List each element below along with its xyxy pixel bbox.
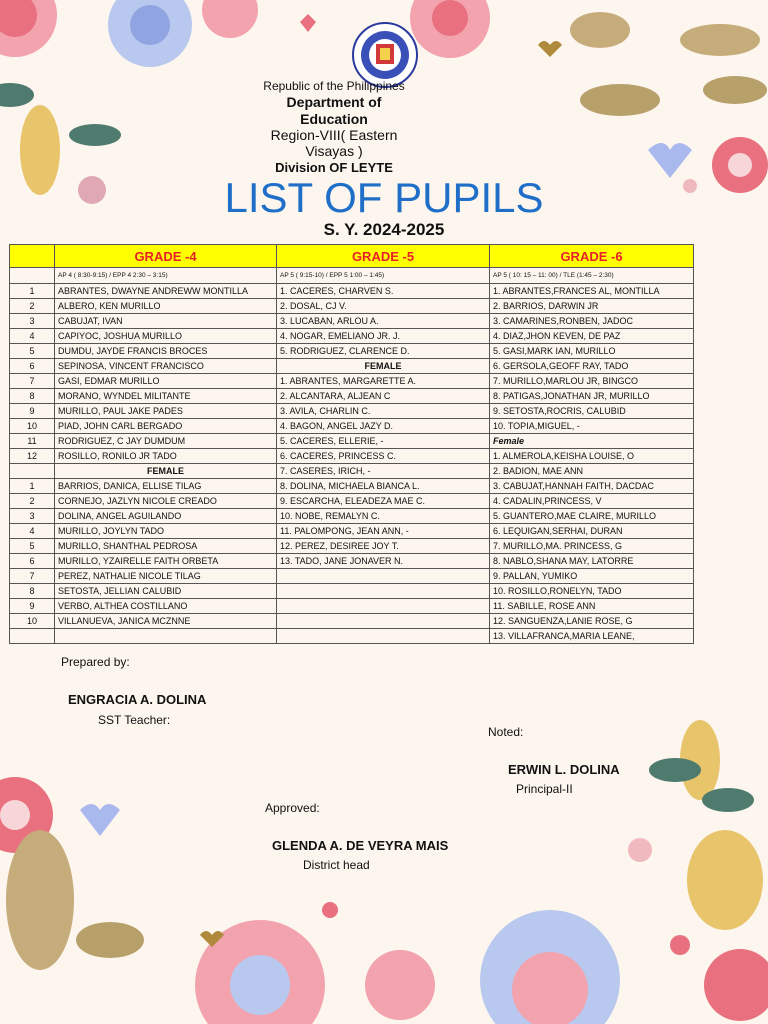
page-title: LIST OF PUPILS [224,174,544,221]
republic-label: Republic of the Philippines [263,79,405,93]
grade-4-cell: ABRANTES, DWAYNE ANDREWW MONTILLA [55,284,277,299]
grade-4-cell: BARRIOS, DANICA, ELLISE TILAG [55,479,277,494]
grade-4-cell: SEPINOSA, VINCENT FRANCISCO [55,359,277,374]
grade-4-cell: RODRIGUEZ, C JAY DUMDUM [55,434,277,449]
schedule-row [10,268,694,284]
table-row [10,614,694,629]
row-number: 5 [10,344,55,359]
grade-4-cell: VILLANUEVA, JANICA MCZNNE [55,614,277,629]
grade-4-cell: VERBO, ALTHEA COSTILLANO [55,599,277,614]
grade-5-cell: 6. CACERES, PRINCESS C. [277,449,490,464]
table-row [10,494,694,509]
grade-5-cell [277,599,490,614]
grade-4-cell: MURILLO, JOYLYN TADO [55,524,277,539]
row-number: 10 [10,419,55,434]
grade-5-cell: 5. CACERES, ELLERIE, - [277,434,490,449]
row-number: 4 [10,524,55,539]
table-row [10,524,694,539]
table-row [10,329,694,344]
row-number: 9 [10,404,55,419]
grade-5-cell: 4. NOGAR, EMELIANO JR. J. [277,329,490,344]
approved-title: District head [303,858,370,872]
grade-4-header: GRADE -4 [55,245,277,268]
grade-5-cell: 2. DOSAL, CJ V. [277,299,490,314]
row-number: 9 [10,599,55,614]
row-number: 2 [10,299,55,314]
grade-5-cell: 11. PALOMPONG, JEAN ANN, - [277,524,490,539]
table-row [10,374,694,389]
table-row [10,554,694,569]
row-number: 1 [10,284,55,299]
table-row [10,404,694,419]
grade-6-cell: 8. NABLO,SHANA MAY, LATORRE [490,554,694,569]
grade-4-cell: FEMALE [55,464,277,479]
grade-6-schedule: AP 5 ( 10: 15 – 11: 00) / TLE (1:45 – 2:30) [490,268,694,284]
approved-name: GLENDA A. DE VEYRA MAIS [272,838,449,853]
grade-6-header: GRADE -6 [490,245,694,268]
noted-label: Noted: [488,725,524,739]
grade-5-cell: FEMALE [277,359,490,374]
approved-label: Approved: [265,801,320,815]
grade-5-cell: 2. ALCANTARA, ALJEAN C [277,389,490,404]
pupil-list-table [9,244,694,644]
grade-5-cell: 1. CACERES, CHARVEN S. [277,284,490,299]
grade-5-cell [277,569,490,584]
grade-6-cell: 10. TOPIA,MIGUEL, - [490,419,694,434]
grade-6-cell: 10. ROSILLO,RONELYN, TADO [490,584,694,599]
row-number: 2 [10,494,55,509]
grade-5-cell: 10. NOBE, REMALYN C. [277,509,490,524]
table-row [10,629,694,644]
noted-name: ERWIN L. DOLINA [508,762,620,777]
table-row [10,284,694,299]
row-number: 7 [10,569,55,584]
grade-4-cell: DUMDU, JAYDE FRANCIS BROCES [55,344,277,359]
row-number: 3 [10,314,55,329]
grade-header-row [10,245,694,268]
region-label: Region-VIII( Eastern Visayas ) [270,127,398,159]
grade-4-cell: PIAD, JOHN CARL BERGADO [55,419,277,434]
row-number: 6 [10,359,55,374]
row-number: 5 [10,539,55,554]
grade-6-cell: 9. SETOSTA,ROCRIS, CALUBID [490,404,694,419]
row-number: 8 [10,389,55,404]
row-number: 12 [10,449,55,464]
grade-4-cell: DOLINA, ANGEL AGUILANDO [55,509,277,524]
table-row [10,599,694,614]
school-year: S. Y. 2024-2025 [323,220,445,239]
grade-4-schedule: AP 4 ( 8:30-9:15) / EPP 4 2:30 – 3:15) [55,268,277,284]
grade-4-cell: GASI, EDMAR MURILLO [55,374,277,389]
row-number [10,464,55,479]
grade-5-cell: 12. PEREZ, DESIREE JOY T. [277,539,490,554]
table-row [10,299,694,314]
schedule-blank [10,268,55,284]
grade-6-cell: 4. DIAZ,JHON KEVEN, DE PAZ [490,329,694,344]
table-row [10,479,694,494]
grade-6-cell: 7. MURILLO,MA. PRINCESS, G [490,539,694,554]
grade-4-cell: MURILLO, PAUL JAKE PADES [55,404,277,419]
grade-4-cell: PEREZ, NATHALIE NICOLE TILAG [55,569,277,584]
prepared-title: SST Teacher: [98,713,171,727]
row-number: 11 [10,434,55,449]
table-row [10,389,694,404]
table-row [10,584,694,599]
noted-title: Principal-II [516,782,573,796]
grade-6-cell: 13. VILLAFRANCA,MARIA LEANE, [490,629,694,644]
grade-6-cell: 11. SABILLE, ROSE ANN [490,599,694,614]
table-row [10,359,694,374]
grade-6-cell: 12. SANGUENZA,LANIE ROSE, G [490,614,694,629]
grade-6-cell: 4. CADALIN,PRINCESS, V [490,494,694,509]
grade-6-cell: 3. CABUJAT,HANNAH FAITH, DACDAC [490,479,694,494]
division-label: Division OF LEYTE [275,160,393,175]
grade-4-cell: MORANO, WYNDEL MILITANTE [55,389,277,404]
row-number: 6 [10,554,55,569]
grade-5-cell: 7. CASERES, IRICH, - [277,464,490,479]
grade-5-cell: 5. RODRIGUEZ, CLARENCE D. [277,344,490,359]
grade-5-cell: 4. BAGON, ANGEL JAZY D. [277,419,490,434]
table-row [10,569,694,584]
table-row [10,449,694,464]
grade-6-cell: 6. LEQUIGAN,SERHAI, DURAN [490,524,694,539]
grade-6-cell: 7. MURILLO,MARLOU JR, BINGCO [490,374,694,389]
grade-4-cell: CAPIYOC, JOSHUA MURILLO [55,329,277,344]
blank-header [10,245,55,268]
table-row [10,344,694,359]
table-row [10,434,694,449]
grade-5-cell [277,629,490,644]
grade-4-cell: SETOSTA, JELLIAN CALUBID [55,584,277,599]
grade-4-cell: CORNEJO, JAZLYN NICOLE CREADO [55,494,277,509]
table-row [10,419,694,434]
grade-4-cell: ALBERO, KEN MURILLO [55,299,277,314]
grade-4-cell: ROSILLO, RONILO JR TADO [55,449,277,464]
grade-4-cell: MURILLO, SHANTHAL PEDROSA [55,539,277,554]
grade-6-cell: 2. BARRIOS, DARWIN JR [490,299,694,314]
grade-4-cell: MURILLO, YZAIRELLE FAITH ORBETA [55,554,277,569]
grade-5-schedule: AP 5 ( 9:15-10) / EPP 5 1:00 – 1:45) [277,268,490,284]
table-row [10,464,694,479]
grade-4-cell [55,629,277,644]
table-row [10,509,694,524]
grade-5-cell [277,584,490,599]
row-number: 1 [10,479,55,494]
prepared-name: ENGRACIA A. DOLINA [68,692,207,707]
grade-5-cell: 3. AVILA, CHARLIN C. [277,404,490,419]
department-label: Department of Education [286,94,382,127]
grade-6-cell: 1. ALMEROLA,KEISHA LOUISE, O [490,449,694,464]
grade-6-cell: 5. GASI,MARK IAN, MURILLO [490,344,694,359]
grade-5-cell: 13. TADO, JANE JONAVER N. [277,554,490,569]
grade-4-cell: CABUJAT, IVAN [55,314,277,329]
grade-6-cell: Female [490,434,694,449]
grade-6-cell: 5. GUANTERO,MAE CLAIRE, MURILLO [490,509,694,524]
row-number: 8 [10,584,55,599]
grade-6-cell: 3. CAMARINES,RONBEN, JADOC [490,314,694,329]
grade-5-cell: 8. DOLINA, MICHAELA BIANCA L. [277,479,490,494]
grade-5-cell: 9. ESCARCHA, ELEADEZA MAE C. [277,494,490,509]
grade-6-cell: 1. ABRANTES,FRANCES AL, MONTILLA [490,284,694,299]
grade-5-header: GRADE -5 [277,245,490,268]
grade-5-cell: 3. LUCABAN, ARLOU A. [277,314,490,329]
grade-6-cell: 2. BADION, MAE ANN [490,464,694,479]
grade-6-cell: 6. GERSOLA,GEOFF RAY, TADO [490,359,694,374]
row-number: 10 [10,614,55,629]
row-number [10,629,55,644]
table-row [10,314,694,329]
grade-5-cell: 1. ABRANTES, MARGARETTE A. [277,374,490,389]
table-row [10,539,694,554]
row-number: 4 [10,329,55,344]
grade-6-cell: 8. PATIGAS,JONATHAN JR, MURILLO [490,389,694,404]
row-number: 7 [10,374,55,389]
grade-6-cell: 9. PALLAN, YUMIKO [490,569,694,584]
grade-5-cell [277,614,490,629]
prepared-label: Prepared by: [61,655,130,669]
row-number: 3 [10,509,55,524]
